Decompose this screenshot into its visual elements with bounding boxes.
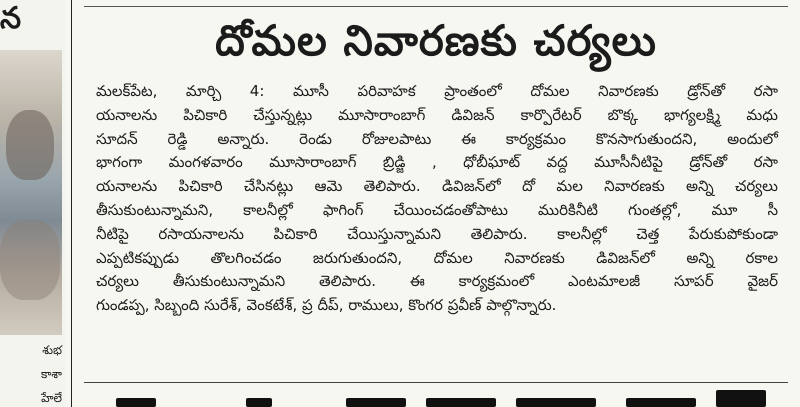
- top-divider: [84, 6, 788, 7]
- adjacent-caption: [0, 338, 66, 407]
- caption-line: శుభ: [42, 343, 62, 357]
- adjacent-headline-fragment: న: [0, 1, 22, 36]
- caption-line: హేలే: [41, 391, 62, 405]
- adjacent-article-left: [0, 0, 66, 407]
- article-line: గుండప్ప, సిబ్బంది సురేశ్, వెంకటేశ్, ప్ర దీప్, రాములు, కొంగర ప్రవీణ్ పాల్గొన్నారు.: [96, 296, 557, 315]
- article-line: తీసుకుంటున్నామని, కాలనీల్లో ఫాగింగ్ చేయించడంతోపాటు మురికినీటి గుంతల్లో, మూ సీ: [96, 200, 778, 219]
- photo-figure: [6, 110, 54, 180]
- column-divider: [71, 0, 72, 407]
- cropped-glyph: [516, 398, 596, 407]
- bottom-divider: [84, 382, 788, 383]
- cropped-glyph: [626, 398, 696, 407]
- article-line: చర్యలు తీసుకుంటున్నామని తెలిపారు. ఈ కార్యక్రమంలో ఎంటమాలజీ సూపర్ వైజర్: [96, 272, 778, 291]
- cropped-glyph: [426, 398, 496, 407]
- article-line: ఎప్పటికప్పుడు తొలగించడం జరుగుతుందని, దోమల నివారణకు డివిజన్‌లో అన్ని రకాల: [96, 248, 778, 267]
- article-body: [96, 80, 778, 318]
- next-headline-cropped: [96, 388, 786, 407]
- article-line: మలక్‌పేట, మార్చి 4: మూసీ పరివాహక ప్రాంతంలో దోమల నివారణకు డ్రోన్‌తో రసా: [96, 82, 778, 100]
- article-line: నీటిపై రసాయనాలను పిచికారి చేయిస్తున్నామని తెలిపారు. కాలనీల్లో చెత్త పేరుకుపోకుండా: [96, 224, 778, 243]
- article-line: యనాలను పిచికారి చేస్తున్నట్లు మూసారాంబాగ్ డివిజన్ కార్పొరేటర్ బొక్క భాగ్యలక్ష్మి మధు: [96, 105, 778, 124]
- cropped-glyph: [716, 390, 766, 407]
- cropped-glyph: [246, 398, 272, 407]
- article-line: యనాలను పిచికారి చేసినట్లు ఆమె తెలిపారు. డివిజన్‌లో దో మల నివారణకు అన్ని చర్యలు: [96, 177, 778, 196]
- adjacent-photo: [0, 50, 62, 335]
- caption-line: కాశా: [41, 367, 62, 381]
- photo-figure: [0, 220, 60, 300]
- cropped-glyph: [116, 398, 156, 407]
- cropped-glyph: [346, 398, 406, 407]
- article-line: భాగంగా మంగళవారం మూసారాంబాగ్ బ్రిడ్జి , ధోబీఘాట్ వద్ద మూసీనీటిపై డ్రోన్‌తో రసా: [96, 153, 778, 172]
- article-line: సూదన్ రెడ్డి అన్నారు. రెండు రోజులపాటు ఈ కార్యక్రమం కొనసాగుతుందని, అందులో: [96, 129, 778, 148]
- article-headline: దోమల నివారణకు చర్యలు: [215, 16, 657, 65]
